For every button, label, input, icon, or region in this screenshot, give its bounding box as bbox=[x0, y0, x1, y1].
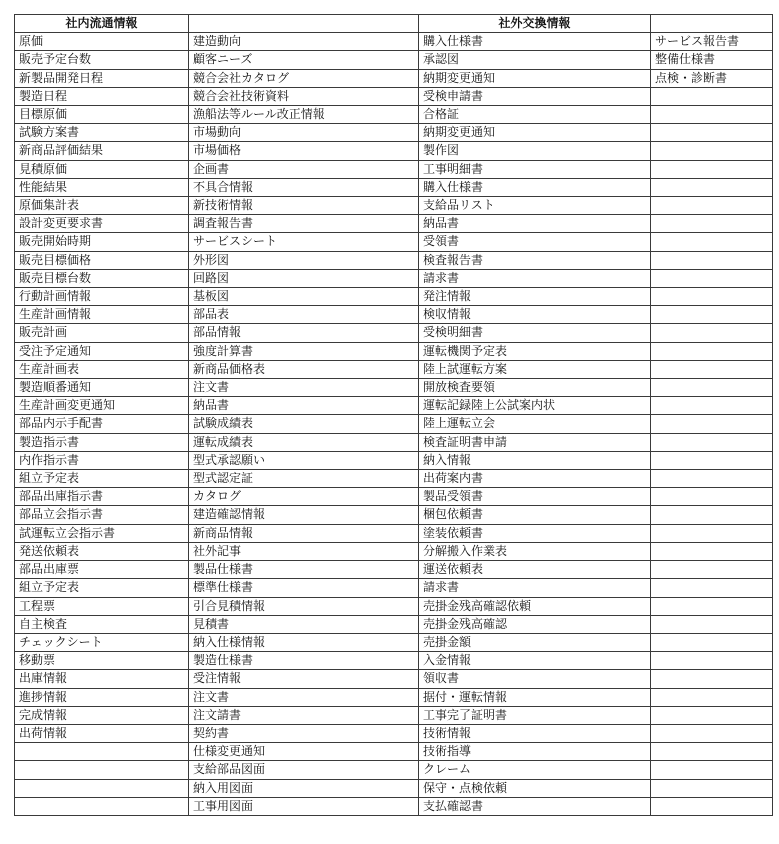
table-row bbox=[15, 106, 773, 124]
internal-cell: 製造順番通知 bbox=[15, 379, 189, 397]
external-cell-1: 注文書 bbox=[189, 688, 419, 706]
external-cell-1: 顧客ニーズ bbox=[189, 51, 419, 69]
external-cell-3 bbox=[651, 761, 773, 779]
internal-cell: 自主検査 bbox=[15, 615, 189, 633]
table-row bbox=[15, 579, 773, 597]
table-row bbox=[15, 724, 773, 742]
external-cell-1: 受注情報 bbox=[189, 670, 419, 688]
external-cell-3 bbox=[651, 797, 773, 815]
external-cell-1: 型式承認願い bbox=[189, 451, 419, 469]
external-cell-3 bbox=[651, 633, 773, 651]
external-cell-2: 検収情報 bbox=[419, 306, 651, 324]
external-cell-1: サービスシート bbox=[189, 233, 419, 251]
table-row bbox=[15, 615, 773, 633]
external-cell-3 bbox=[651, 597, 773, 615]
table-row bbox=[15, 633, 773, 651]
external-cell-1: 新商品情報 bbox=[189, 524, 419, 542]
external-cell-3 bbox=[651, 779, 773, 797]
table-row bbox=[15, 342, 773, 360]
table-row bbox=[15, 324, 773, 342]
internal-cell: 進捗情報 bbox=[15, 688, 189, 706]
external-cell-3 bbox=[651, 306, 773, 324]
external-cell-2: 承認図 bbox=[419, 51, 651, 69]
external-cell-1: 仕様変更通知 bbox=[189, 743, 419, 761]
table-row bbox=[15, 288, 773, 306]
table-row bbox=[15, 124, 773, 142]
internal-cell: 組立予定表 bbox=[15, 579, 189, 597]
external-cell-2: 領収書 bbox=[419, 670, 651, 688]
external-cell-2: 購入仕様書 bbox=[419, 33, 651, 51]
external-cell-3 bbox=[651, 288, 773, 306]
external-cell-2: 受領書 bbox=[419, 233, 651, 251]
external-cell-2: 納期変更通知 bbox=[419, 69, 651, 87]
external-cell-3 bbox=[651, 197, 773, 215]
internal-cell: 原価集計表 bbox=[15, 197, 189, 215]
internal-cell: 部品内示手配書 bbox=[15, 415, 189, 433]
internal-cell: 設計変更要求書 bbox=[15, 215, 189, 233]
table-row bbox=[15, 470, 773, 488]
table-row bbox=[15, 233, 773, 251]
external-cell-3 bbox=[651, 178, 773, 196]
table-row bbox=[15, 670, 773, 688]
internal-cell: 販売目標価格 bbox=[15, 251, 189, 269]
internal-cell: 性能結果 bbox=[15, 178, 189, 196]
external-cell-2: 検査報告書 bbox=[419, 251, 651, 269]
external-cell-2: 受検明細書 bbox=[419, 324, 651, 342]
external-cell-2: 製品受領書 bbox=[419, 488, 651, 506]
external-cell-1: 運転成績表 bbox=[189, 433, 419, 451]
external-cell-1: 工事用図面 bbox=[189, 797, 419, 815]
external-cell-3 bbox=[651, 124, 773, 142]
external-cell-3 bbox=[651, 615, 773, 633]
table-row bbox=[15, 269, 773, 287]
internal-cell: 販売開始時期 bbox=[15, 233, 189, 251]
external-cell-3 bbox=[651, 670, 773, 688]
internal-cell: 生産計画変更通知 bbox=[15, 397, 189, 415]
external-cell-2: 受検申請書 bbox=[419, 87, 651, 105]
external-cell-3 bbox=[651, 379, 773, 397]
external-cell-1: 不具合情報 bbox=[189, 178, 419, 196]
internal-cell: 部品出庫票 bbox=[15, 561, 189, 579]
external-cell-2: 運転記録陸上公試案内状 bbox=[419, 397, 651, 415]
header-external: 社外交換情報 bbox=[419, 15, 651, 33]
header-internal: 社内流通情報 bbox=[15, 15, 189, 33]
external-cell-1: 納入仕様情報 bbox=[189, 633, 419, 651]
header-spacer bbox=[189, 15, 419, 33]
internal-cell: 販売計画 bbox=[15, 324, 189, 342]
internal-cell: 販売予定台数 bbox=[15, 51, 189, 69]
information-table bbox=[14, 14, 773, 816]
table-row bbox=[15, 652, 773, 670]
external-cell-3 bbox=[651, 324, 773, 342]
table-row bbox=[15, 178, 773, 196]
internal-cell: 行動計画情報 bbox=[15, 288, 189, 306]
internal-cell: 目標原価 bbox=[15, 106, 189, 124]
external-cell-3 bbox=[651, 506, 773, 524]
internal-cell: 販売目標台数 bbox=[15, 269, 189, 287]
external-cell-1: 支給部品図面 bbox=[189, 761, 419, 779]
external-cell-1: 部品表 bbox=[189, 306, 419, 324]
external-cell-2: 工事明細書 bbox=[419, 160, 651, 178]
external-cell-3 bbox=[651, 269, 773, 287]
internal-cell: 受注予定通知 bbox=[15, 342, 189, 360]
external-cell-2: 技術情報 bbox=[419, 724, 651, 742]
external-cell-1: 契約書 bbox=[189, 724, 419, 742]
table-row bbox=[15, 506, 773, 524]
table-row bbox=[15, 33, 773, 51]
table-body bbox=[15, 15, 773, 816]
internal-cell: 製造指示書 bbox=[15, 433, 189, 451]
external-cell-1: 見積書 bbox=[189, 615, 419, 633]
external-cell-1: 製品仕様書 bbox=[189, 561, 419, 579]
external-cell-2: 納品書 bbox=[419, 215, 651, 233]
external-cell-2: 支払確認書 bbox=[419, 797, 651, 815]
external-cell-2: 据付・運転情報 bbox=[419, 688, 651, 706]
external-cell-2: 検査証明書申請 bbox=[419, 433, 651, 451]
external-cell-3 bbox=[651, 451, 773, 469]
external-cell-3 bbox=[651, 142, 773, 160]
external-cell-3 bbox=[651, 652, 773, 670]
internal-cell: 試験方案書 bbox=[15, 124, 189, 142]
external-cell-1: 建造確認情報 bbox=[189, 506, 419, 524]
internal-cell bbox=[15, 797, 189, 815]
external-cell-2: 請求書 bbox=[419, 579, 651, 597]
external-cell-1: 市場価格 bbox=[189, 142, 419, 160]
table-row bbox=[15, 706, 773, 724]
external-cell-1: 社外記事 bbox=[189, 542, 419, 560]
external-cell-2: 運転機関予定表 bbox=[419, 342, 651, 360]
external-cell-3 bbox=[651, 415, 773, 433]
internal-cell: 生産計画表 bbox=[15, 360, 189, 378]
table-row bbox=[15, 87, 773, 105]
internal-cell: 工程票 bbox=[15, 597, 189, 615]
table-row bbox=[15, 524, 773, 542]
external-cell-3 bbox=[651, 743, 773, 761]
internal-cell: 出荷情報 bbox=[15, 724, 189, 742]
table-row bbox=[15, 251, 773, 269]
table-row bbox=[15, 779, 773, 797]
internal-cell bbox=[15, 743, 189, 761]
external-cell-3 bbox=[651, 233, 773, 251]
internal-cell: 原価 bbox=[15, 33, 189, 51]
external-cell-2: 分解搬入作業表 bbox=[419, 542, 651, 560]
external-cell-2: 塗装依頼書 bbox=[419, 524, 651, 542]
external-cell-3 bbox=[651, 579, 773, 597]
external-cell-3 bbox=[651, 470, 773, 488]
external-cell-2: 納入情報 bbox=[419, 451, 651, 469]
external-cell-2: 陸上試運転方案 bbox=[419, 360, 651, 378]
external-cell-3 bbox=[651, 706, 773, 724]
external-cell-2: 発注情報 bbox=[419, 288, 651, 306]
external-cell-2: 梱包依頼書 bbox=[419, 506, 651, 524]
external-cell-3 bbox=[651, 433, 773, 451]
external-cell-2: 運送依頼表 bbox=[419, 561, 651, 579]
internal-cell bbox=[15, 779, 189, 797]
internal-cell bbox=[15, 761, 189, 779]
internal-cell: 移動票 bbox=[15, 652, 189, 670]
external-cell-2: 入金情報 bbox=[419, 652, 651, 670]
external-cell-2: 支給品リスト bbox=[419, 197, 651, 215]
header-row bbox=[15, 15, 773, 33]
external-cell-3 bbox=[651, 561, 773, 579]
external-cell-1: 外形図 bbox=[189, 251, 419, 269]
table-row bbox=[15, 379, 773, 397]
table-row bbox=[15, 197, 773, 215]
table-row bbox=[15, 160, 773, 178]
external-cell-1: 納入用図面 bbox=[189, 779, 419, 797]
external-cell-1: 新商品価格表 bbox=[189, 360, 419, 378]
header-spacer-right bbox=[651, 15, 773, 33]
table-row bbox=[15, 306, 773, 324]
table-row bbox=[15, 743, 773, 761]
external-cell-1: 基板図 bbox=[189, 288, 419, 306]
table-row bbox=[15, 561, 773, 579]
external-cell-1: 試験成績表 bbox=[189, 415, 419, 433]
external-cell-2: 売掛金額 bbox=[419, 633, 651, 651]
external-cell-2: 納期変更通知 bbox=[419, 124, 651, 142]
external-cell-3: サービス報告書 bbox=[651, 33, 773, 51]
external-cell-1: 新技術情報 bbox=[189, 197, 419, 215]
table-row bbox=[15, 397, 773, 415]
internal-cell: 部品出庫指示書 bbox=[15, 488, 189, 506]
table-row bbox=[15, 415, 773, 433]
internal-cell: 完成情報 bbox=[15, 706, 189, 724]
external-cell-3 bbox=[651, 524, 773, 542]
external-cell-2: 売掛金残高確認 bbox=[419, 615, 651, 633]
external-cell-2: 開放検査要領 bbox=[419, 379, 651, 397]
external-cell-2: 工事完了証明書 bbox=[419, 706, 651, 724]
external-cell-3 bbox=[651, 397, 773, 415]
external-cell-3 bbox=[651, 251, 773, 269]
external-cell-1: 標準仕様書 bbox=[189, 579, 419, 597]
internal-cell: 出庫情報 bbox=[15, 670, 189, 688]
external-cell-2: 陸上運転立会 bbox=[419, 415, 651, 433]
external-cell-3 bbox=[651, 87, 773, 105]
external-cell-3 bbox=[651, 360, 773, 378]
external-cell-1: 注文請書 bbox=[189, 706, 419, 724]
internal-cell: 新製品開発日程 bbox=[15, 69, 189, 87]
external-cell-2: 売掛金残高確認依頼 bbox=[419, 597, 651, 615]
external-cell-2: 製作図 bbox=[419, 142, 651, 160]
external-cell-1: 調査報告書 bbox=[189, 215, 419, 233]
internal-cell: 部品立会指示書 bbox=[15, 506, 189, 524]
external-cell-1: 建造動向 bbox=[189, 33, 419, 51]
external-cell-1: カタログ bbox=[189, 488, 419, 506]
external-cell-2: 出荷案内書 bbox=[419, 470, 651, 488]
table-row bbox=[15, 542, 773, 560]
external-cell-2: 請求書 bbox=[419, 269, 651, 287]
internal-cell: 試運転立会指示書 bbox=[15, 524, 189, 542]
external-cell-3 bbox=[651, 215, 773, 233]
external-cell-3 bbox=[651, 488, 773, 506]
external-cell-3: 点検・診断書 bbox=[651, 69, 773, 87]
external-cell-2: 保守・点検依頼 bbox=[419, 779, 651, 797]
external-cell-3: 整備仕様書 bbox=[651, 51, 773, 69]
internal-cell: 生産計画情報 bbox=[15, 306, 189, 324]
external-cell-3 bbox=[651, 688, 773, 706]
external-cell-1: 強度計算書 bbox=[189, 342, 419, 360]
internal-cell: 内作指示書 bbox=[15, 451, 189, 469]
external-cell-3 bbox=[651, 106, 773, 124]
internal-cell: 新商品評価結果 bbox=[15, 142, 189, 160]
table-row bbox=[15, 142, 773, 160]
external-cell-1: 市場動向 bbox=[189, 124, 419, 142]
external-cell-1: 注文書 bbox=[189, 379, 419, 397]
table-row bbox=[15, 688, 773, 706]
table-row bbox=[15, 69, 773, 87]
table-row bbox=[15, 761, 773, 779]
external-cell-1: 競合会社カタログ bbox=[189, 69, 419, 87]
internal-cell: 見積原価 bbox=[15, 160, 189, 178]
external-cell-1: 漁船法等ルール改正情報 bbox=[189, 106, 419, 124]
external-cell-2: クレーム bbox=[419, 761, 651, 779]
table-row bbox=[15, 597, 773, 615]
internal-cell: チェックシート bbox=[15, 633, 189, 651]
external-cell-3 bbox=[651, 160, 773, 178]
external-cell-1: 回路図 bbox=[189, 269, 419, 287]
table-row bbox=[15, 488, 773, 506]
table-row bbox=[15, 360, 773, 378]
external-cell-2: 購入仕様書 bbox=[419, 178, 651, 196]
external-cell-2: 合格証 bbox=[419, 106, 651, 124]
external-cell-1: 製造仕様書 bbox=[189, 652, 419, 670]
table-row bbox=[15, 433, 773, 451]
internal-cell: 組立予定表 bbox=[15, 470, 189, 488]
external-cell-1: 型式認定証 bbox=[189, 470, 419, 488]
table-row bbox=[15, 797, 773, 815]
table-row bbox=[15, 51, 773, 69]
external-cell-1: 企画書 bbox=[189, 160, 419, 178]
table-row bbox=[15, 451, 773, 469]
internal-cell: 製造日程 bbox=[15, 87, 189, 105]
table-row bbox=[15, 215, 773, 233]
external-cell-1: 納品書 bbox=[189, 397, 419, 415]
internal-cell: 発送依頼表 bbox=[15, 542, 189, 560]
external-cell-1: 競合会社技術資料 bbox=[189, 87, 419, 105]
external-cell-3 bbox=[651, 342, 773, 360]
external-cell-1: 部品情報 bbox=[189, 324, 419, 342]
external-cell-3 bbox=[651, 542, 773, 560]
external-cell-1: 引合見積情報 bbox=[189, 597, 419, 615]
external-cell-2: 技術指導 bbox=[419, 743, 651, 761]
external-cell-3 bbox=[651, 724, 773, 742]
